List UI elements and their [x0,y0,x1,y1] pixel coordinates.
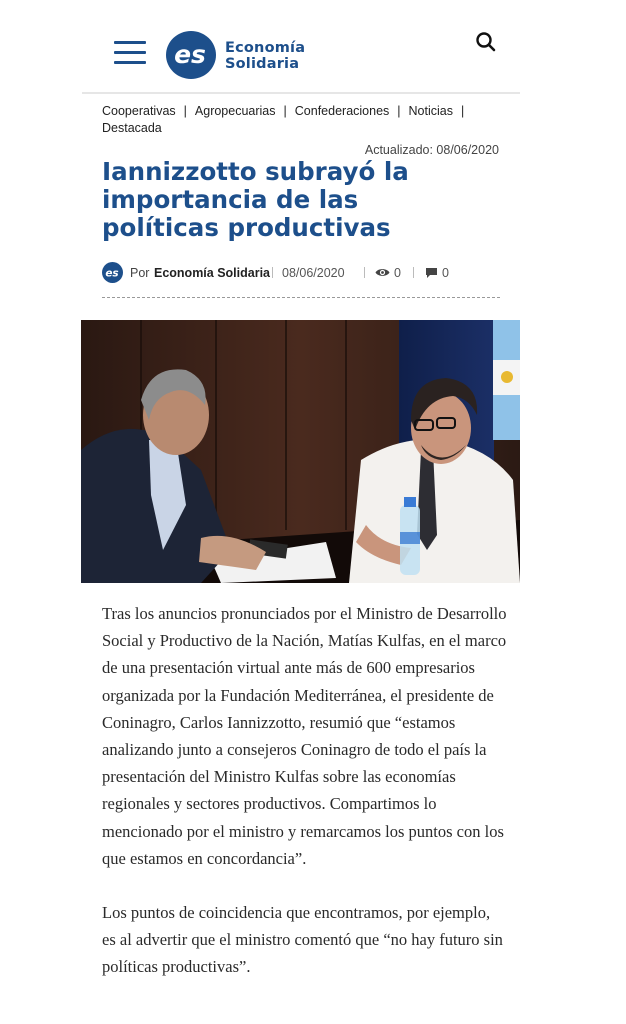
brand-name[interactable] [225,40,305,72]
search-icon[interactable] [474,30,498,54]
category-links [102,103,482,137]
eye-icon [375,267,390,278]
publish-date: 08/06/2020 [282,266,345,280]
category-separator: | [283,104,287,118]
body-paragraph: Los puntos de coincidencia que encontramos, por ejemplo, es al advertir que el ministro comentó que “no hay futuro sin políticas productivas”. [102,903,503,977]
author-link[interactable]: Economía Solidaria [154,266,271,280]
views-count: 0 [394,266,401,280]
category-separator: | [397,104,401,118]
updated-date: Actualizado: 08/06/2020 [364,143,499,157]
article-photo [81,320,520,583]
hamburger-menu-icon[interactable] [114,41,146,65]
article-title: Iannizzotto subrayó la importancia de las políticas productivas [102,157,409,242]
comment-icon[interactable] [425,267,438,279]
meta-divider-line [102,297,500,298]
site-header [82,0,520,94]
meta-divider [364,267,365,278]
site-logo[interactable] [166,30,216,80]
article-body [102,600,507,1008]
avatar-text: es [105,267,119,280]
article-meta [102,262,500,284]
category-confederaciones[interactable]: Confederaciones [294,104,390,118]
meta-divider [413,267,414,278]
comments-count[interactable]: 0 [442,266,449,280]
category-destacada[interactable]: Destacada [102,121,162,135]
body-paragraph: Tras los anuncios pronunciados por el Ministro de Desarrollo Social y Productivo de la Nación, Matías Kulfas, en el marco de una presentación virtual ante más de 600 empresarios organizada por la Fundación Mediterránea, el presidente de Coninagro, Carlos Iannizzotto, resumió que “estamos analizando junto a consejeros Coninagro de todo el país la presentación del Ministro Kulfas sobre las economías regionales y sectores productivos. Compartimos lo mencionado por el ministro y remarcamos los puntos con los que estamos en concordancia”. [102,604,507,868]
category-cooperativas[interactable]: Cooperativas [102,104,176,118]
category-separator: | [461,104,465,118]
meta-divider [272,267,273,278]
category-agropecuarias[interactable]: Agropecuarias [194,104,276,118]
author-avatar[interactable] [102,262,123,283]
brand-line-1: Economía [225,40,306,56]
logo-mark-text: es [174,40,206,69]
category-noticias[interactable]: Noticias [408,104,453,118]
brand-line-2: Solidaria [225,56,300,72]
category-separator: | [183,104,187,118]
by-label: Por [130,266,150,280]
